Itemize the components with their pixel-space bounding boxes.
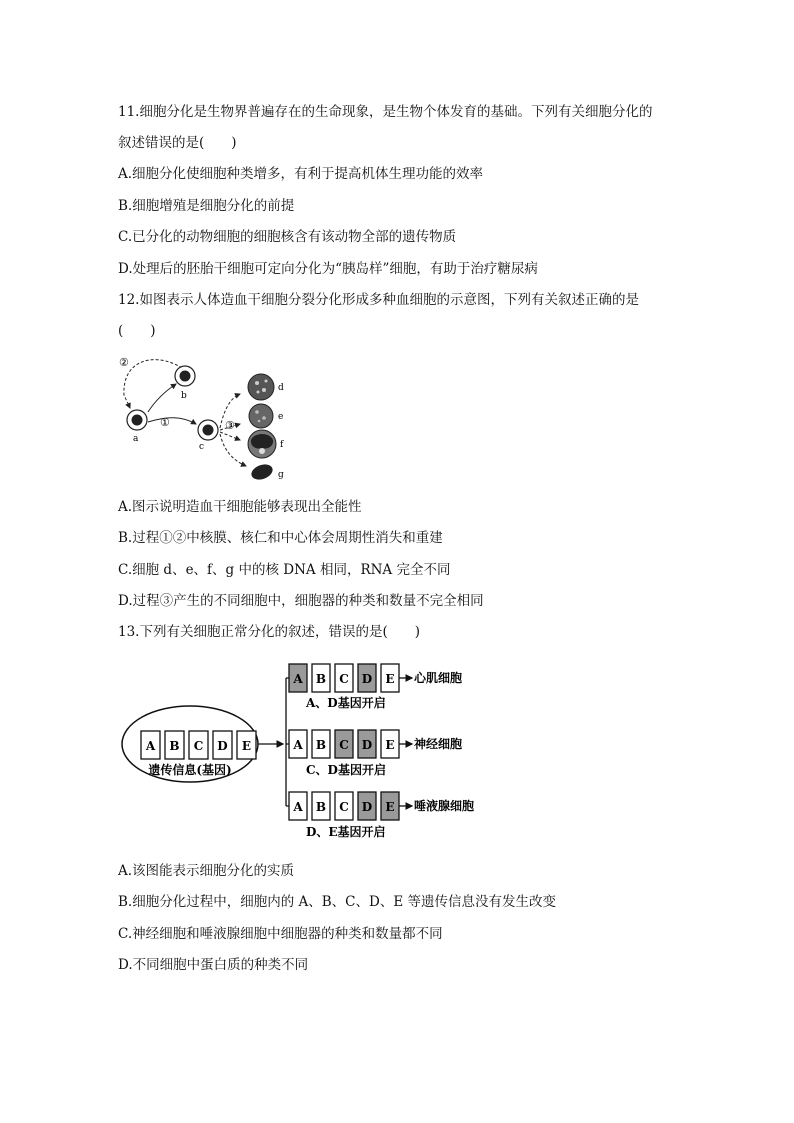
cell-c <box>198 420 218 440</box>
row3-gene-letter: A <box>293 800 303 814</box>
row3-cell-label: 唾液腺细胞 <box>414 799 475 813</box>
row2-gene-letter: A <box>293 738 303 752</box>
gene-rows <box>289 664 412 820</box>
genetic-info-label: 遗传信息(基因) <box>148 763 232 777</box>
source-gene-box-c <box>189 731 208 759</box>
q11-stem-line1: 11.细胞分化是生物界普遍存在的生命现象，是生物个体发育的基础。下列有关细胞分化的 <box>118 104 653 120</box>
row1-gene-box-e <box>381 664 399 692</box>
row3-gene-box-d <box>358 792 376 820</box>
q12-stem-line1: 12.如图表示人体造血干细胞分裂分化形成多种血细胞的示意图，下列有关叙述正确的是 <box>118 292 639 308</box>
row1-gene-letter: D <box>361 672 373 686</box>
circle2-label: ② <box>119 356 129 369</box>
row1-gene-box-b <box>312 664 330 692</box>
label-b: b <box>181 391 187 401</box>
q13-option-a: A.该图能表示细胞分化的实质 <box>118 863 295 879</box>
row3-gene-letter: B <box>315 800 327 814</box>
cell-g <box>249 462 274 483</box>
q13-option-d: D.不同细胞中蛋白质的种类不同 <box>118 957 309 973</box>
row1-gene-letter: A <box>293 672 303 686</box>
row2-gene-letter: C <box>339 738 349 752</box>
source-gene-box-d <box>213 731 232 759</box>
row1-gene-box-a <box>289 664 307 692</box>
row3-gene-letter: C <box>339 800 349 814</box>
row3-gene-box-b <box>312 792 330 820</box>
source-gene-letter: D <box>217 739 228 753</box>
row1-gene-letter: B <box>315 672 327 686</box>
row1-cell-label: 心肌细胞 <box>414 671 463 685</box>
row3-caption: D、E基因开启 <box>306 825 386 839</box>
row2-gene-letter: B <box>315 738 327 752</box>
hematopoietic-differentiation-diagram <box>112 350 302 485</box>
row2-gene-box-c <box>335 730 353 758</box>
arrow-a-to-b <box>148 384 176 412</box>
label-g: g <box>278 470 284 480</box>
source-gene-letter: C <box>193 739 204 753</box>
row1-gene-letter: E <box>385 672 395 686</box>
q13-option-b: B.细胞分化过程中，细胞内的 A、B、C、D、E 等遗传信息没有发生改变 <box>118 894 556 910</box>
source-gene-letter: A <box>145 739 156 753</box>
source-gene-letter: E <box>241 739 252 753</box>
q11-stem-line2: 叙述错误的是( ) <box>118 135 237 151</box>
row3-gene-letter: E <box>385 800 395 814</box>
row3-gene-box-e <box>381 792 399 820</box>
row2-gene-letter: D <box>361 738 373 752</box>
label-f: f <box>280 440 284 450</box>
row2-caption: C、D基因开启 <box>306 763 386 777</box>
row2-gene-letter: E <box>385 738 395 752</box>
source-gene-box-a <box>141 731 160 759</box>
row3-gene-letter: D <box>361 800 373 814</box>
source-gene-box-b <box>165 731 184 759</box>
q12-option-d: D.过程③产生的不同细胞中，细胞器的种类和数量不完全相同 <box>118 593 484 609</box>
row2-cell-label: 神经细胞 <box>414 737 463 751</box>
q11-option-c: C.已分化的动物细胞的细胞核含有该动物全部的遗传物质 <box>118 229 457 245</box>
label-c: c <box>199 442 205 452</box>
source-gene-box-e <box>237 731 256 759</box>
process3-arrow-f <box>220 432 240 440</box>
q11-option-b: B.细胞增殖是细胞分化的前提 <box>118 198 295 214</box>
label-a: a <box>133 434 139 444</box>
cell-b <box>175 366 195 386</box>
row1-gene-box-d <box>358 664 376 692</box>
process3-arrow-g <box>220 434 246 466</box>
row2-gene-box-d <box>358 730 376 758</box>
q12-option-c: C.细胞 d、e、f、g 中的核 DNA 相同，RNA 完全不同 <box>118 562 451 578</box>
cell-d <box>248 374 274 400</box>
row2-gene-box-b <box>312 730 330 758</box>
row1-caption: A、D基因开启 <box>306 696 386 710</box>
q12-stem-line2: ( ) <box>118 323 156 339</box>
process2-arrow <box>124 360 182 408</box>
row2-gene-box-a <box>289 730 307 758</box>
circle1-label: ① <box>160 416 170 429</box>
q13-stem: 13.下列有关细胞正常分化的叙述，错误的是( ) <box>118 624 421 640</box>
cell-f <box>248 430 276 458</box>
row1-gene-box-c <box>335 664 353 692</box>
q12-option-b: B.过程①②中核膜、核仁和中心体会周期性消失和重建 <box>118 530 443 546</box>
row1-gene-letter: C <box>339 672 349 686</box>
row3-gene-box-a <box>289 792 307 820</box>
row2-gene-box-e <box>381 730 399 758</box>
label-e: e <box>278 412 284 422</box>
source-gene-boxes <box>141 731 256 759</box>
cell-e <box>249 404 273 428</box>
q13-option-c: C.神经细胞和唾液腺细胞中细胞器的种类和数量都不同 <box>118 926 443 942</box>
cell-a <box>127 410 147 430</box>
circle3-label: ③ <box>225 419 235 432</box>
q11-option-d: D.处理后的胚胎干细胞可定向分化为“胰岛样”细胞，有助于治疗糖尿病 <box>118 261 538 277</box>
source-gene-letter: B <box>169 739 180 753</box>
gene-expression-diagram <box>118 658 508 848</box>
q12-option-a: A.图示说明造血干细胞能够表现出全能性 <box>118 499 362 515</box>
q11-option-a: A.细胞分化使细胞种类增多，有利于提高机体生理功能的效率 <box>118 166 484 182</box>
row3-gene-box-c <box>335 792 353 820</box>
label-d: d <box>278 383 284 393</box>
process1-arrow <box>148 418 196 424</box>
